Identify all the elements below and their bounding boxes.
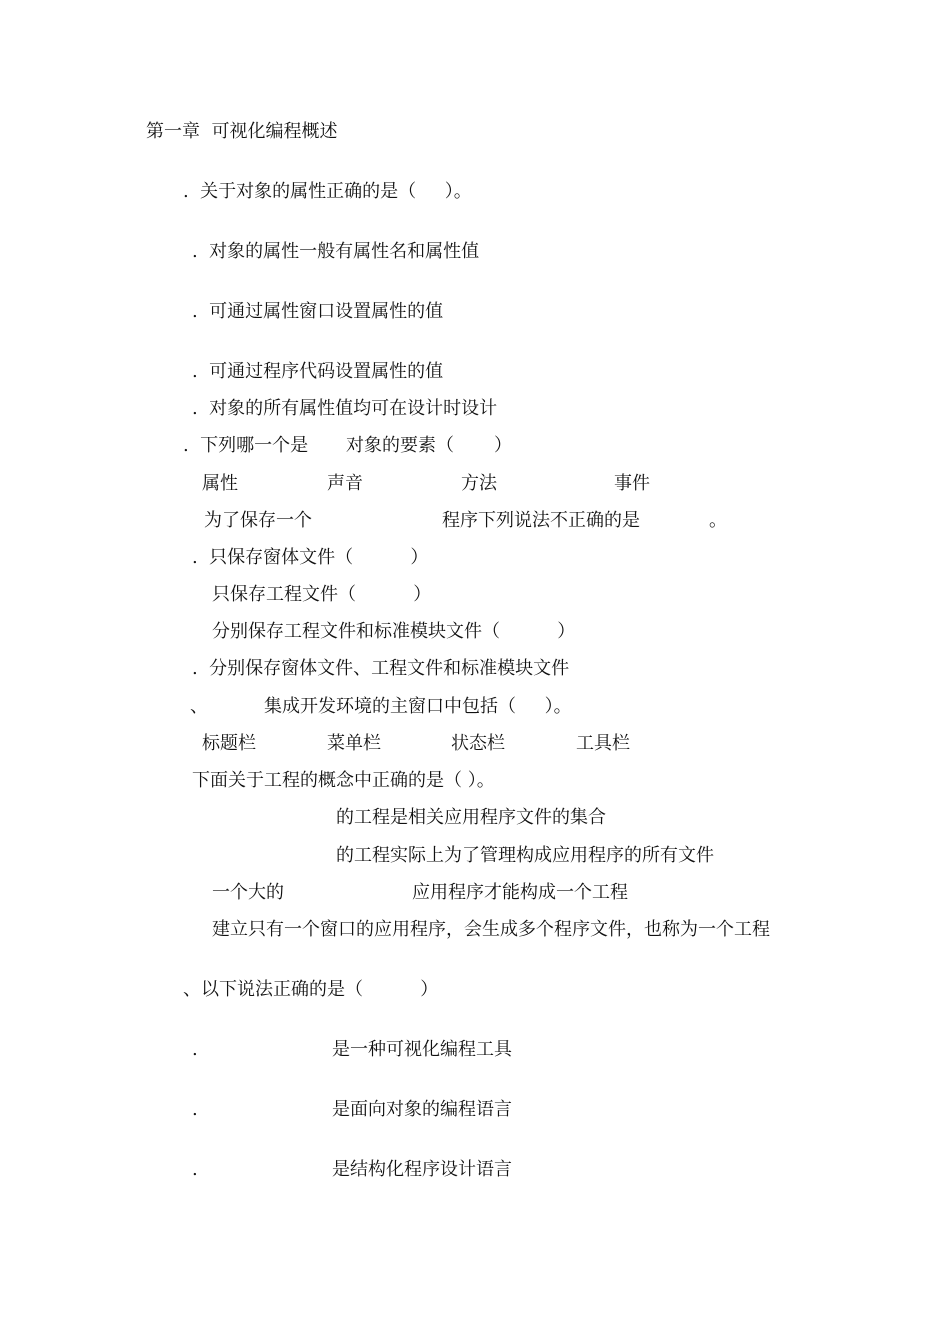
question-6-option-c: 是结构化程序设计语言 <box>332 1159 512 1180</box>
question-5-option-c-part2: 应用程序才能构成一个工程 <box>412 882 628 903</box>
question-2-stem-part1: . 下列哪一个是 <box>183 435 309 456</box>
question-3-option-a: . 只保存窗体文件（ ） <box>192 547 429 568</box>
question-5-stem: 下面关于工程的概念中正确的是（ ）。 <box>192 770 495 791</box>
question-5-option-c-part1: 一个大的 <box>212 882 284 903</box>
question-6-stem: 、以下说法正确的是（ ） <box>183 979 439 1000</box>
question-6-option-b-bullet: . <box>192 1099 198 1120</box>
question-4-option-c: 状态栏 <box>451 733 505 754</box>
question-4-stem-part1: 、 <box>190 696 208 717</box>
question-3-option-c: 分别保存工程文件和标准模块文件（ ） <box>212 621 576 642</box>
question-1-option-c: . 可通过程序代码设置属性的值 <box>192 361 444 382</box>
question-1-stem: . 关于对象的属性正确的是（ ）。 <box>183 181 472 202</box>
question-5-option-b: 的工程实际上为了管理构成应用程序的所有文件 <box>336 845 714 866</box>
question-4-option-b: 菜单栏 <box>327 733 381 754</box>
question-2-option-a: 属性 <box>202 473 238 494</box>
question-3-stem-part2: 程序下列说法不正确的是 <box>442 510 640 531</box>
question-2-option-b: 声音 <box>327 473 363 494</box>
question-3-option-d: . 分别保存窗体文件、工程文件和标准模块文件 <box>192 658 570 679</box>
question-3-stem-part1: 为了保存一个 <box>204 510 312 531</box>
question-3-option-b: 只保存工程文件（ ） <box>212 584 432 605</box>
question-2-option-c: 方法 <box>461 473 497 494</box>
question-5-option-a: 的工程是相关应用程序文件的集合 <box>336 807 606 828</box>
question-6-option-b: 是面向对象的编程语言 <box>332 1099 512 1120</box>
question-3-stem-end: 。 <box>709 510 727 531</box>
question-4-option-a: 标题栏 <box>202 733 256 754</box>
question-1-option-b: . 可通过属性窗口设置属性的值 <box>192 301 444 322</box>
question-6-option-a: 是一种可视化编程工具 <box>332 1039 512 1060</box>
question-1-option-d: . 对象的所有属性值均可在设计时设计 <box>192 398 498 419</box>
question-6-option-a-bullet: . <box>192 1039 198 1060</box>
question-2-stem-part2: 对象的要素（ ） <box>346 435 513 456</box>
question-2-option-d: 事件 <box>614 473 650 494</box>
question-1-option-a: . 对象的属性一般有属性名和属性值 <box>192 241 480 262</box>
question-6-option-c-bullet: . <box>192 1159 198 1180</box>
question-5-option-d: 建立只有一个窗口的应用程序，会生成多个程序文件，也称为一个工程 <box>212 919 770 940</box>
question-4-option-d: 工具栏 <box>576 733 630 754</box>
question-4-stem-part2: 集成开发环境的主窗口中包括（ ）。 <box>264 696 572 717</box>
chapter-heading: 第一章 可视化编程概述 <box>146 121 338 142</box>
